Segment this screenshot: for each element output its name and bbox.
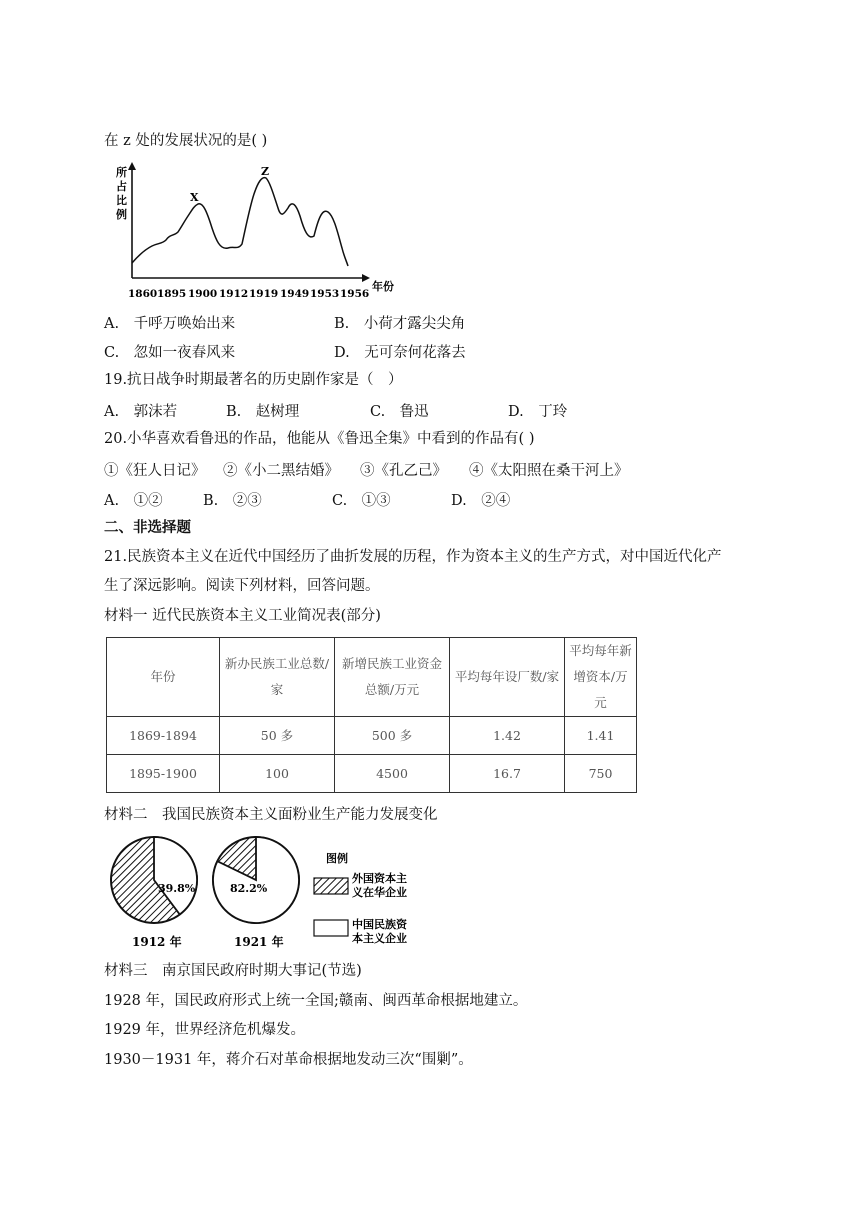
event-1928: 1928 年，国民政府形式上统一全国;赣南、闽西革命根据地建立。 (104, 993, 528, 1009)
x-ticks (128, 288, 369, 300)
x-tick: 1895 (157, 288, 187, 300)
table-header-cell: 平均每年设厂数/家 (450, 638, 565, 717)
table-cell: 500 多 (335, 717, 450, 755)
x-tick: 1956 (340, 288, 370, 300)
x-tick: 1900 (188, 288, 218, 300)
table-row (107, 755, 637, 793)
q19-option-a: A. 郭沫若 (104, 404, 178, 420)
industry-table (106, 637, 637, 793)
table-header-cell: 年份 (107, 638, 220, 717)
table-cell: 1869-1894 (107, 717, 220, 755)
table-header-row (107, 638, 637, 717)
table-row (107, 717, 637, 755)
q19-option-b: B. 赵树理 (226, 404, 300, 420)
legend-label-foreign-1: 外国资本主 (352, 872, 407, 885)
table-cell: 1.42 (450, 717, 565, 755)
material-1-title: 材料一 近代民族资本主义工业简况表(部分) (104, 608, 381, 624)
q20-item-1: ①《狂人日记》 (104, 463, 206, 479)
q18-option-b: B. 小荷才露尖尖角 (334, 316, 466, 332)
table-cell: 100 (220, 755, 335, 793)
table-cell: 4500 (335, 755, 450, 793)
q18-option-a: A. 千呼万唤始出来 (104, 316, 236, 332)
peak-x-label: X (190, 191, 199, 204)
line-chart (108, 160, 408, 300)
legend-label-foreign-2: 义在华企业 (352, 886, 407, 899)
x-label: 年份 (372, 280, 394, 293)
development-curve (132, 178, 348, 266)
table-cell: 1.41 (565, 717, 637, 755)
x-tick: 1860 (128, 288, 158, 300)
x-tick: 1919 (249, 288, 279, 300)
q21-stem-line2: 生了深远影响。阅读下列材料，回答问题。 (104, 578, 380, 594)
pie-year-label: 1921 年 (234, 935, 284, 949)
table-cell: 1895-1900 (107, 755, 220, 793)
legend-title: 图例 (326, 852, 348, 865)
pie-value-label: 39.8% (158, 882, 196, 895)
table-cell: 16.7 (450, 755, 565, 793)
q20-item-4: ④《太阳照在桑干河上》 (469, 463, 629, 479)
material-2-title: 材料二 我国民族资本主义面粉业生产能力发展变化 (104, 807, 438, 823)
legend-label-national-1: 中国民族资 (352, 918, 407, 931)
x-tick: 1912 (219, 288, 249, 300)
pie-charts (104, 834, 434, 954)
x-axis-arrow (362, 274, 370, 282)
table-cell: 50 多 (220, 717, 335, 755)
q18-stem-tail: 在 z 处的发展状况的是( ) (104, 133, 268, 149)
q19-option-c: C. 鲁迅 (370, 404, 429, 420)
table-header-cell: 新增民族工业资金总额/万元 (335, 638, 450, 717)
y-label-4: 例 (116, 208, 127, 221)
q18-option-d: D. 无可奈何花落去 (334, 345, 466, 361)
section-heading: 二、非选择题 (104, 519, 191, 536)
y-axis-arrow (128, 162, 136, 170)
q20-item-3: ③《孔乙己》 (360, 463, 447, 479)
q20-item-2: ②《小二黑结婚》 (223, 463, 339, 479)
peak-z-label: Z (261, 165, 270, 178)
q21-stem-line1: 21.民族资本主义在近代中国经历了曲折发展的历程，作为资本主义的生产方式，对中国近代化产 (104, 549, 722, 565)
pie-value-label: 82.2% (230, 882, 268, 895)
table-header-cell: 平均每年新增资本/万元 (565, 638, 637, 717)
event-1930: 1930－1931 年，蒋介石对革命根据地发动三次“围剿”。 (104, 1052, 473, 1068)
q20-option-d: D. ②④ (451, 493, 511, 509)
x-tick: 1953 (310, 288, 340, 300)
x-tick: 1949 (280, 288, 310, 300)
material-3-title: 材料三 南京国民政府时期大事记(节选) (104, 963, 362, 979)
q19-stem: 19.抗日战争时期最著名的历史剧作家是（ ） (104, 372, 403, 388)
legend-label-national-2: 本主义企业 (352, 932, 407, 945)
q20-option-a: A. ①② (104, 493, 163, 509)
q20-option-c: C. ①③ (332, 493, 391, 509)
q20-stem: 20.小华喜欢看鲁迅的作品，他能从《鲁迅全集》中看到的作品有( ) (104, 431, 535, 447)
event-1929: 1929 年，世界经济危机爆发。 (104, 1022, 306, 1038)
q20-option-b: B. ②③ (203, 493, 262, 509)
y-label-3: 比 (116, 194, 127, 207)
table-header-cell: 新办民族工业总数/家 (220, 638, 335, 717)
q19-option-d: D. 丁玲 (508, 404, 568, 420)
y-label-1: 所 (116, 166, 127, 179)
table-cell: 750 (565, 755, 637, 793)
pie-year-label: 1912 年 (132, 935, 182, 949)
q18-option-c: C. 忽如一夜春风来 (104, 345, 236, 361)
legend-swatch-foreign (314, 878, 348, 894)
legend-swatch-national (314, 920, 348, 936)
y-label-2: 占 (116, 180, 127, 193)
